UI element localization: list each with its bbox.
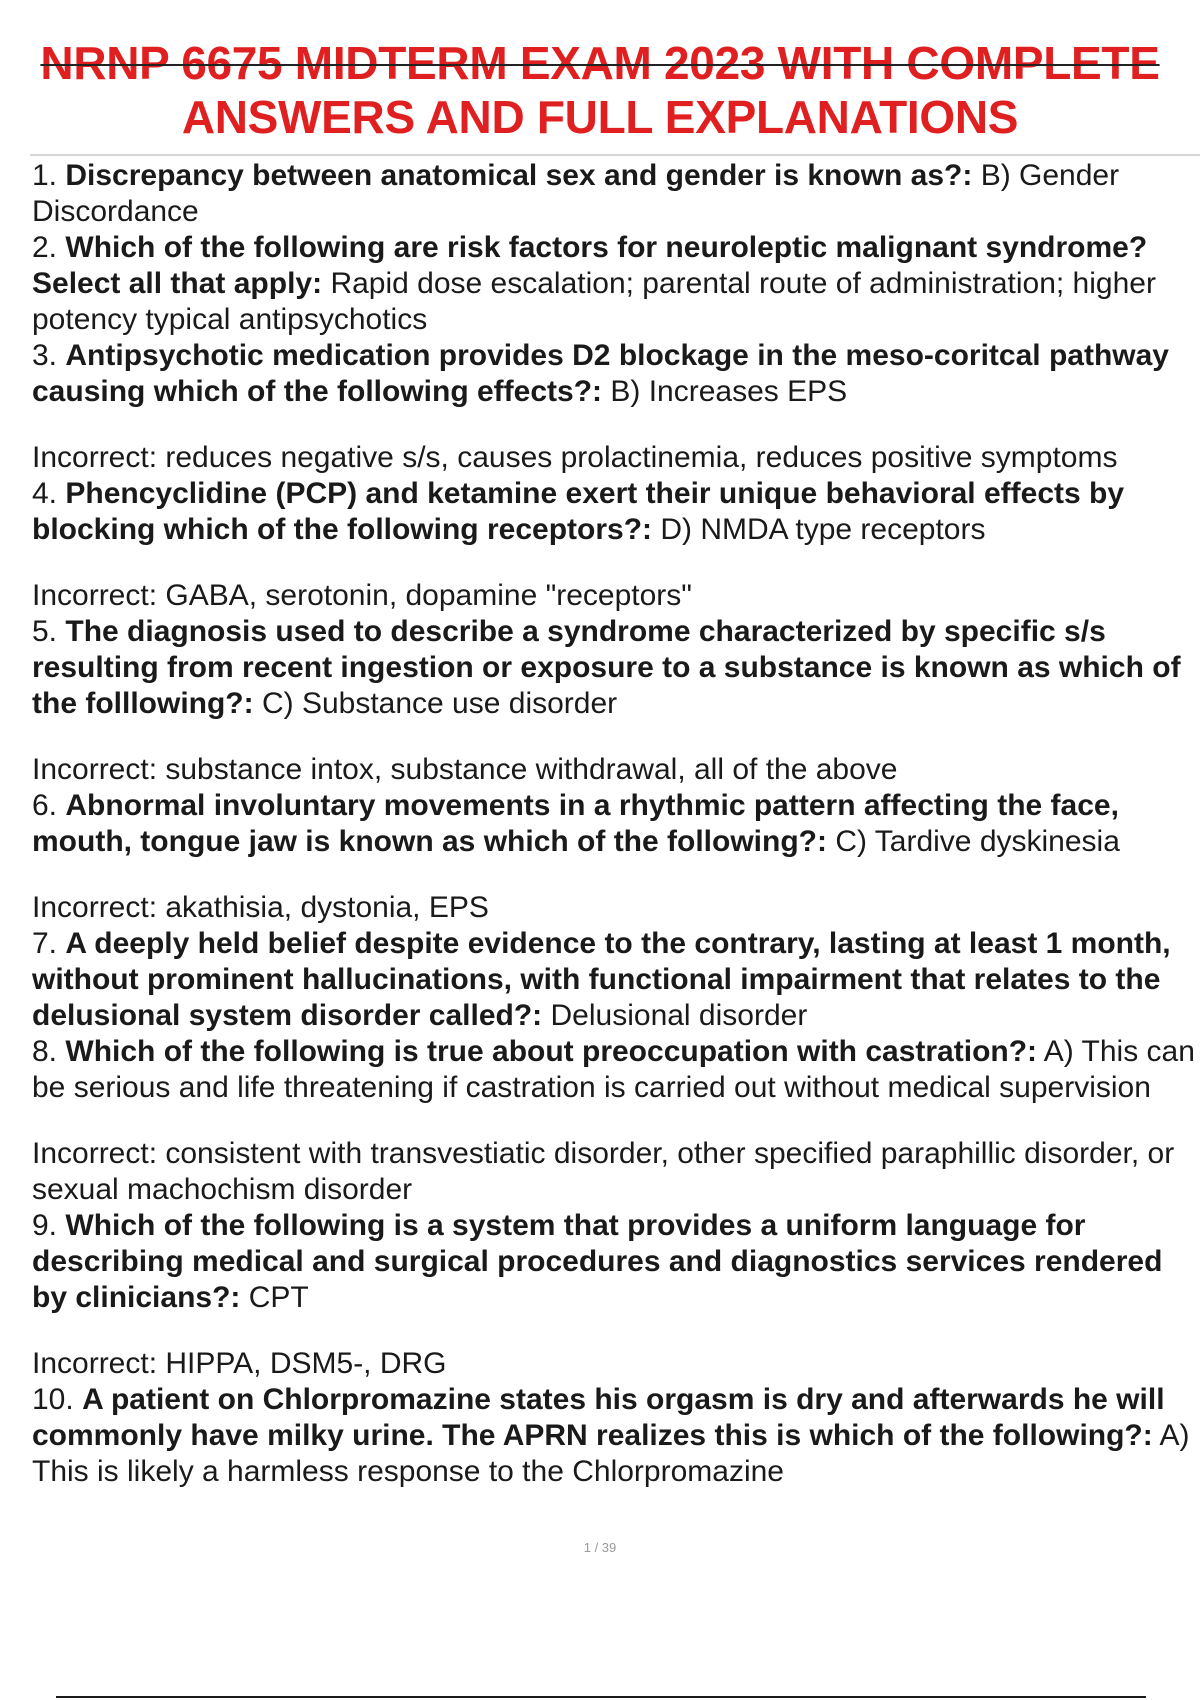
question-text: A patient on Chlorpromazine states his orgasm is dry and afterwards he will commonly have milky urine. The APRN realizes this is which of the following?: [32, 1383, 1165, 1452]
answer-text: A) This can be serious and life threatening if castration is carried out without medical supervision [32, 1035, 1195, 1104]
answer-text: B) Gender Discordance [32, 159, 1120, 228]
question-text: Which of the following are risk factors for neuroleptic malignant syndrome? Select all that apply: [32, 231, 1148, 300]
question-number: 5. [32, 615, 58, 648]
questions-list [32, 158, 1200, 1490]
answer-text: B) Increases EPS [610, 375, 848, 408]
question-text: Phencyclidine (PCP) and ketamine exert their unique behavioral effects by blocking which of the following receptors?: [32, 477, 1125, 546]
question-number: 8. [32, 1035, 58, 1068]
question-number: 9. [32, 1209, 58, 1242]
question-number: 3. [32, 339, 58, 372]
question-text: Discrepancy between anatomical sex and gender is known as?: [65, 159, 973, 192]
question-number: 1. [32, 159, 58, 192]
question-item-8 [32, 1034, 1200, 1106]
question-item-9 [32, 1208, 1200, 1316]
question-text: A deeply held belief despite evidence to the contrary, lasting at least 1 month, without prominent hallucinations, with functional impairment that relates to the delusional system disorder called?: [32, 927, 1171, 1032]
question-item-3 [32, 338, 1200, 410]
incorrect-options-4: Incorrect: GABA, serotonin, dopamine "receptors" [32, 579, 692, 612]
question-text: Which of the following is true about preoccupation with castration?: [65, 1035, 1038, 1068]
answer-text: D) NMDA type receptors [660, 513, 986, 546]
incorrect-options-5: Incorrect: substance intox, substance withdrawal, all of the above [32, 753, 898, 786]
answer-text: Rapid dose escalation; parental route of administration; higher potency typical antipsychotics [32, 267, 1156, 336]
incorrect-options-6: Incorrect: akathisia, dystonia, EPS [32, 891, 489, 924]
answer-text: Delusional disorder [550, 999, 808, 1032]
question-item-10 [32, 1382, 1200, 1490]
incorrect-options-8: Incorrect: consistent with transvestiatic disorder, other specified paraphillic disorder, or sexual machochism disorder [32, 1137, 1175, 1206]
question-item-5 [32, 614, 1200, 722]
question-item-7 [32, 926, 1200, 1034]
question-text: Which of the following is a system that provides a uniform language for describing medical and surgical procedures and diagnostics services rendered by clinicians?: [32, 1209, 1163, 1314]
answer-text: CPT [248, 1281, 309, 1314]
answer-text: C) Tardive dyskinesia [835, 825, 1120, 858]
title-divider [30, 154, 1200, 156]
document-title [0, 36, 1200, 144]
question-item-4 [32, 476, 1200, 548]
question-number: 2. [32, 231, 58, 264]
question-item-1 [32, 158, 1200, 230]
question-item-6 [32, 788, 1200, 860]
incorrect-options-3: Incorrect: reduces negative s/s, causes prolactinemia, reduces positive symptoms [32, 441, 1118, 474]
question-number: 7. [32, 927, 58, 960]
question-number: 4. [32, 477, 58, 510]
answer-text: C) Substance use disorder [261, 687, 618, 720]
question-text: Antipsychotic medication provides D2 blockage in the meso-coritcal pathway causing which of the following effects?: [32, 339, 1169, 408]
page-number: 1 / 39 [583, 1540, 617, 1555]
answer-text: A) This is likely a harmless response to the Chlorpromazine [32, 1419, 1190, 1488]
question-item-2 [32, 230, 1200, 338]
page-bottom-rule [56, 1696, 1146, 1698]
question-number: 6. [32, 789, 58, 822]
title-line-1: NRNP 6675 MIDTERM EXAM 2023 WITH COMPLETE [40, 37, 1160, 89]
question-text: The diagnosis used to describe a syndrome characterized by specific s/s resulting from recent ingestion or exposure to a substance is known as which of the folllowing?: [32, 615, 1181, 720]
question-text: Abnormal involuntary movements in a rhythmic pattern affecting the face, mouth, tongue jaw is known as which of the following?: [32, 789, 1119, 858]
question-number: 10. [32, 1383, 74, 1416]
incorrect-options-9: Incorrect: HIPPA, DSM5-, DRG [32, 1347, 447, 1380]
title-line-2: ANSWERS AND FULL EXPLANATIONS [181, 91, 1019, 143]
